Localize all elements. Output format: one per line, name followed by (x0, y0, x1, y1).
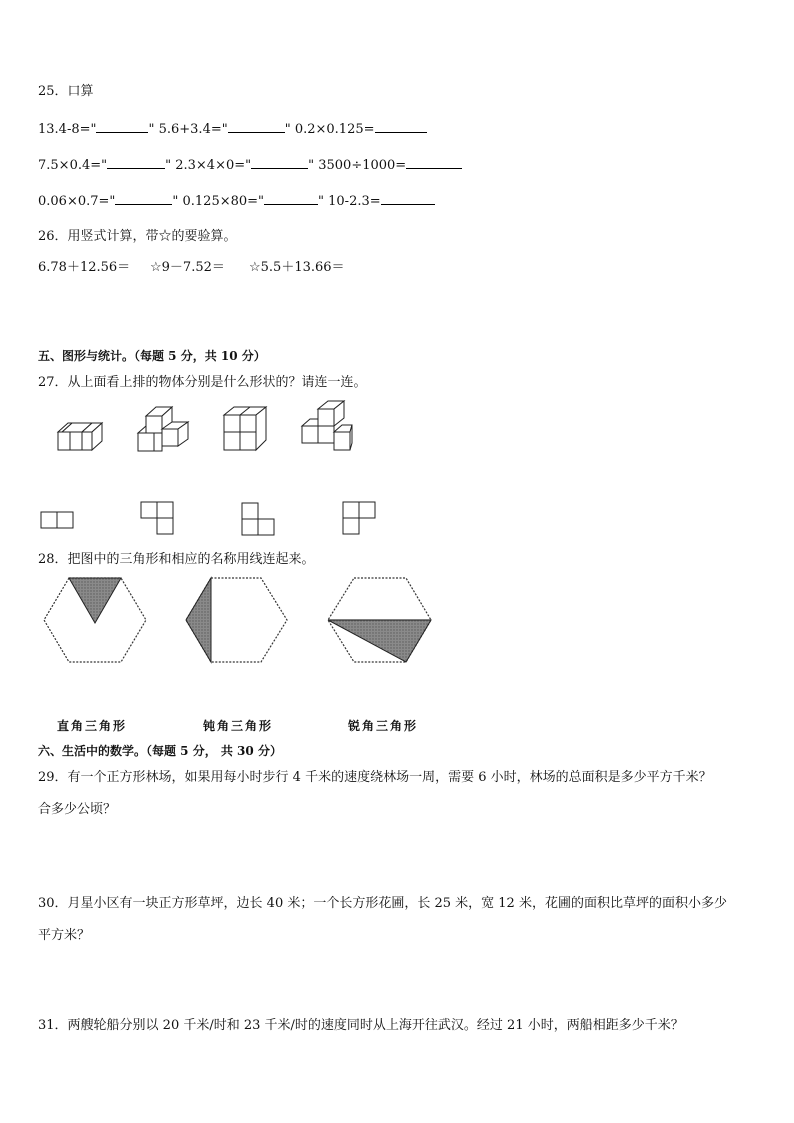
q25-row-1 (38, 119, 427, 139)
q25-row-2 (38, 155, 462, 175)
answer-blank[interactable] (375, 119, 427, 133)
answer-blank[interactable] (381, 191, 435, 205)
q27-figure (0, 395, 794, 545)
q26-title: 26．用竖式计算，带☆的要验算。 (38, 229, 237, 244)
q29-line-1: 29．有一个正方形林场，如果用每小时步行 4 千米的速度绕林场一周，需要 6 小时，林场的总面积是多少平方千米？ (38, 770, 712, 785)
answer-blank[interactable] (264, 191, 318, 205)
q25-r1-expr3: " 0.2×0.125= (284, 122, 375, 137)
q25-r2-expr3: " 3500÷1000= (308, 158, 407, 173)
label-obtuse-triangle: 钝角三角形 (203, 719, 274, 733)
top-view-3 (242, 503, 274, 535)
section-5-heading: 五、图形与统计。（每题 5 分，共 10 分） (38, 349, 266, 363)
right-triangle-shape (69, 578, 121, 623)
answer-blank[interactable] (115, 191, 172, 205)
answer-blank[interactable] (96, 119, 148, 133)
label-right-triangle: 直角三角形 (57, 719, 128, 733)
cube-stack-3 (224, 407, 266, 450)
q25-r3-expr2: " 0.125×80=" (172, 194, 265, 209)
section-6-heading: 六、生活中的数学。（每题 5 分， 共 30 分） (38, 744, 282, 758)
q25-r1-expr1: 13.4-8=" (38, 122, 97, 137)
top-view-2 (141, 502, 173, 534)
q25-r2-expr2: " 2.3×4×0=" (165, 158, 252, 173)
q28-title: 28．把图中的三角形和相应的名称用线连起来。 (38, 552, 315, 567)
q31-line-1: 31．两艘轮船分别以 20 千米/时和 23 千米/时的速度同时从上海开往武汉。经过 21 小时，两船相距多少千米？ (38, 1018, 684, 1033)
q25-r3-expr3: " 10-2.3= (318, 194, 381, 209)
q29-line-2: 合多少公顷？ (38, 802, 117, 817)
cube-stack-4 (302, 401, 352, 450)
q25-r1-expr2: " 5.6+3.4=" (148, 122, 228, 137)
q25-title: 25．口算 (38, 84, 94, 99)
q26-item-2: ☆9－7.52＝ (150, 260, 225, 275)
q30-line-1: 30．月星小区有一块正方形草坪，边长 40 米；一个长方形花圃，长 25 米，宽 12 米，花圃的面积比草坪的面积小多少 (38, 896, 727, 911)
q25-r3-expr1: 0.06×0.7=" (38, 194, 116, 209)
obtuse-triangle-shape (186, 578, 211, 662)
cube-stack-1 (58, 423, 102, 450)
q25-r2-expr1: 7.5×0.4=" (38, 158, 108, 173)
q27-title: 27．从上面看上排的物体分别是什么形状的？请连一连。 (38, 375, 367, 390)
q26-item-3: ☆5.5＋13.66＝ (249, 260, 345, 275)
top-view-1 (41, 512, 73, 528)
answer-blank[interactable] (251, 155, 308, 169)
cube-stack-2 (138, 407, 188, 451)
q25-row-3 (38, 191, 435, 211)
answer-blank[interactable] (406, 155, 462, 169)
answer-blank[interactable] (228, 119, 285, 133)
answer-blank[interactable] (107, 155, 165, 169)
acute-triangle-shape (328, 620, 431, 662)
q28-figure (0, 575, 794, 675)
label-acute-triangle: 锐角三角形 (348, 719, 419, 733)
top-view-4 (343, 502, 375, 534)
q30-line-2: 平方米？ (38, 928, 91, 943)
q26-item-1: 6.78＋12.56＝ (38, 260, 131, 275)
